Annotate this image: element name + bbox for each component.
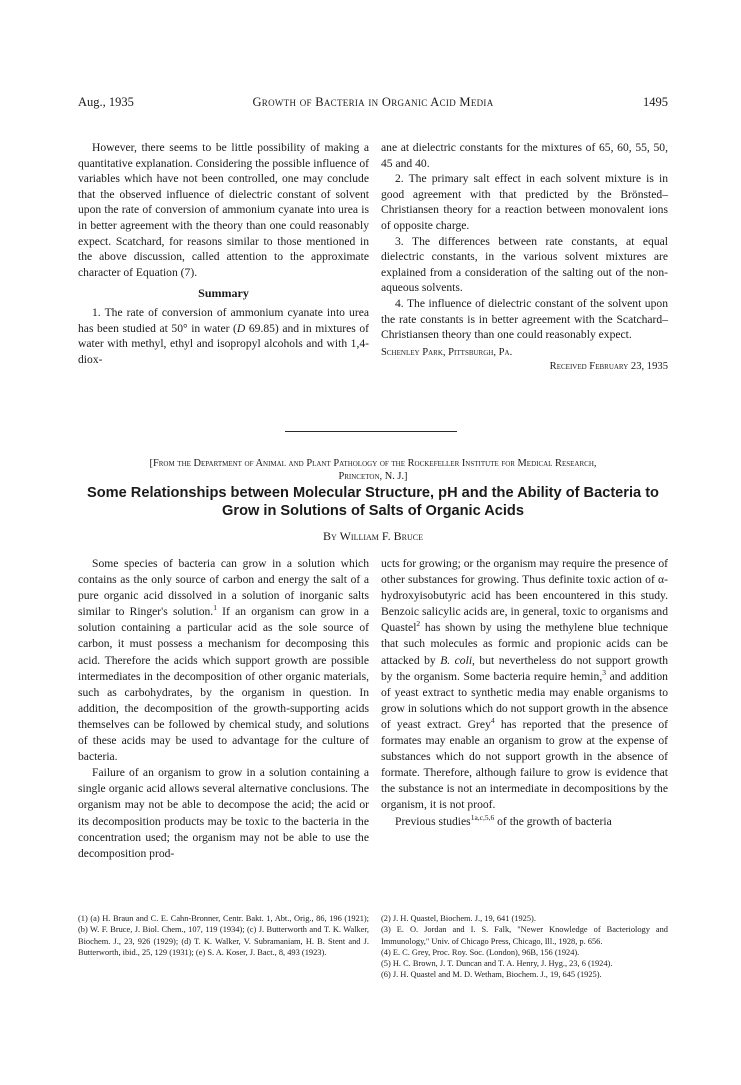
affiliation-line-1: [From the Department of Animal and Plant Pathology of the Rockefeller Institute for Medical Research, bbox=[149, 458, 597, 469]
organism-name: B. coli bbox=[440, 653, 473, 667]
paragraph-text: , but nevertheless do not support growth by the organism. Some bacteria require hemin, bbox=[381, 653, 668, 683]
issue-date: Aug., 1935 bbox=[78, 95, 134, 109]
affiliation-line-2: Princeton, N. J.] bbox=[338, 471, 408, 482]
footnote-ref-3: 3 bbox=[602, 667, 606, 677]
summary-item-3: 3. The differences between rate constants, at equal dielectric constants, in the various solvent mixtures are explained from a consideration of the salting out of the non-aqueous solvents. bbox=[381, 234, 668, 295]
footnote-6: (6) J. H. Quastel and M. D. Wetham, Biochem. J., 19, 645 (1925). bbox=[381, 970, 602, 980]
prev-article-right-column bbox=[381, 140, 668, 374]
received-date: Received February 23, 1935 bbox=[549, 360, 668, 372]
prev-article-paragraph: However, there seems to be little possibility of making a quantitative explanation. Considering the possible influence of variables which have not been controlled, one may conclude that the observed influence of dielectric constant of solvent upon the rate of conversion of ammonium cyanate into urea is in better agreement with the theory than one could reasonably expect. Scatchard, for reasons similar to those mentioned in the above discussion, called attention to the approximate character of Equation (7). bbox=[78, 141, 369, 279]
paragraph-text: has shown by using the methylene blue technique that such molecules as formic and propionic acids can be attacked by bbox=[381, 621, 668, 667]
affiliation bbox=[78, 457, 668, 483]
paragraph-text: of the growth of bacteria bbox=[494, 814, 612, 828]
footnote-ref-2: 2 bbox=[416, 619, 421, 629]
article-paragraph-2: Failure of an organism to grow in a solution containing a single organic acid allows several alternative conclusions. The organism may not be able to decompose the acid; the acid or its decomposition products may be toxic to the bacteria in the concentration used; the organism may not be able to use the decomposition prod- bbox=[78, 766, 369, 860]
summary-item-1-mid: 69.85) and in mixtures of water with methyl, ethyl and isopropyl alcohols and with 1,4-diox- bbox=[78, 321, 369, 366]
article-paragraph-1 bbox=[78, 556, 369, 765]
running-header bbox=[78, 95, 668, 113]
signoff bbox=[381, 346, 668, 374]
article-left-column bbox=[78, 556, 369, 862]
prev-article-left-column bbox=[78, 140, 369, 367]
footnotes-right bbox=[381, 913, 668, 981]
article-paragraph-3 bbox=[381, 556, 668, 814]
summary-heading: Summary bbox=[198, 286, 249, 301]
dielectric-symbol: D bbox=[236, 321, 246, 335]
summary-item-4: 4. The influence of dielectric constant of the solvent upon the rate constants is in better agreement with the Scatchard–Christiansen theory than one could reasonably expect. bbox=[381, 296, 668, 342]
article-title: Some Relationships between Molecular Structure, pH and the Ability of Bacteria to Grow in Solutions of Salts of Organic Acids bbox=[87, 485, 659, 519]
article-paragraph-4 bbox=[381, 814, 668, 830]
byline: By William F. Bruce bbox=[323, 529, 423, 543]
summary-item-2: 2. The primary salt effect in each solvent mixture is in good agreement with that predicted by the Brönsted–Christiansen theory for a reaction between monovalent ions of opposite charge. bbox=[381, 172, 668, 232]
summary-item-1-cont: ane at dielectric constants for the mixtures of 65, 60, 55, 50, 45 and 40. bbox=[381, 141, 668, 170]
footnote-ref-4: 4 bbox=[490, 716, 495, 726]
footnote-3: (3) E. O. Jordan and I. S. Falk, "Newer Knowledge of Bacteriology and Immunology," Univ. of Chicago Press, Chicago, Ill., 1928, p. 656. bbox=[381, 925, 668, 946]
article-divider bbox=[285, 431, 457, 432]
article-right-column bbox=[381, 556, 668, 830]
paragraph-text: Some species of bacteria can grow in a solution which contains as the only source of carbon and energy the salt of a pure organic acid dissolved in a solution of inorganic salts similar to Ringer's solution. bbox=[78, 557, 369, 619]
paragraph-text: Previous studies bbox=[395, 814, 471, 828]
paragraph-text: has reported that the presence of formates may enable an organism to grow at the expense of substances which do not support growth in the absence of formate. Therefore, although failure to grow is evidence that the substance is not an intermediate in decompositions by the organism, it is not proof. bbox=[381, 717, 668, 812]
footnotes-left bbox=[78, 913, 369, 958]
paragraph-text: ucts for growing; or the organism may require the presence of other substances for growing. Thus definite toxic action of α-hydroxyisobutyric acid has been encountered in this study. Benzoic salicylic acids are, in general, toxic to organisms and Quastel bbox=[381, 557, 668, 635]
footnote-4: (4) E. C. Grey, Proc. Roy. Soc. (London), 96B, 156 (1924). bbox=[381, 947, 580, 957]
footnote-ref-1: 1 bbox=[213, 603, 217, 613]
footnote-1: (1) (a) H. Braun and C. E. Cahn-Bronner, Centr. Bakt. 1, Abt., Orig., 86, 196 (1921); (b) W. F. Bruce, J. Biol. Chem., 107, 119 (1934); (c) J. Butterworth and T. K. Walker, Biochem. J., 23, 926 (1929); (d) T. K. Walker, V. Subramaniam, H. B. Stent and J. Butterworth, ibid., 25, 129 (1931); (e) S. A. Koser, J. Bact., 8, 493 (1923). bbox=[78, 914, 369, 957]
summary-item-1 bbox=[78, 305, 369, 367]
footnote-ref-multi: 1a,c,5,6 bbox=[470, 812, 495, 822]
running-title: Growth of Bacteria in Organic Acid Media bbox=[252, 95, 494, 109]
summary-item-1-start: 1. The rate of conversion of ammonium cyanate into urea has been studied at 50° in water ( bbox=[78, 305, 369, 335]
footnote-2: (2) J. H. Quastel, Biochem. J., 19, 641 (1925). bbox=[381, 914, 536, 923]
location: Schenley Park, Pittsburgh, Pa. bbox=[381, 346, 513, 358]
footnote-5: (5) H. C. Brown, J. T. Duncan and T. A. Henry, J. Hyg., 23, 6 (1924). bbox=[381, 959, 613, 969]
paragraph-text: If an organism can grow in a solution containing a particular acid as the sole source of carbon, it must possess a mechanism for decomposing this acid. Therefore the acids which support growth are possible intermediates in the decomposition of other organic materials, such as carbohydrates, by the organism in question. In addition, the decomposition of the growth-supporting acids themselves can be followed by chemical study, and solutions of these acids may be used to advantage for the culture of bacteria. bbox=[78, 605, 369, 764]
paragraph-text: and addition of yeast extract to synthetic media may enable organisms to grow in solutions which do not support growth in the absence of yeast extract. Grey bbox=[381, 669, 668, 731]
page-number: 1495 bbox=[643, 95, 668, 109]
